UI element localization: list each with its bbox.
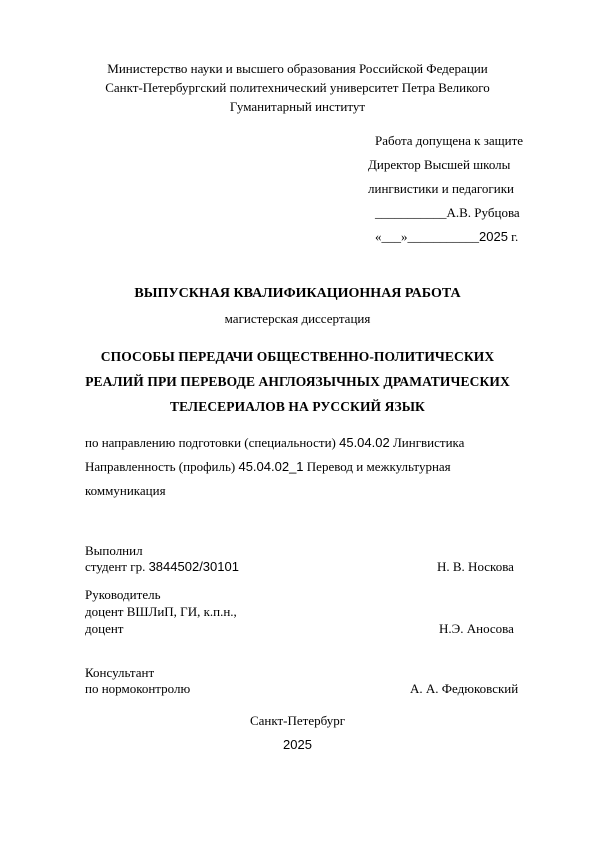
- profile-line2: коммуникация: [85, 483, 166, 498]
- university-line: Санкт-Петербургский политехнический университет Петра Великого: [105, 80, 490, 95]
- supervisor-name: Н.Э. Аносова: [439, 621, 514, 636]
- performer-name: Н. В. Носкова: [437, 559, 514, 574]
- profile-name: Перевод и межкультурная: [303, 459, 451, 474]
- approval-signature: [375, 205, 520, 221]
- thesis-title-line2: РЕАЛИЙ ПРИ ПЕРЕВОДЕ АНГЛОЯЗЫЧНЫХ ДРАМАТИЧЕСКИХ: [85, 374, 510, 389]
- thesis-title-line3: ТЕЛЕСЕРИАЛОВ НА РУССКИЙ ЯЗЫК: [170, 399, 425, 414]
- consultant-name: А. А. Федюковский: [410, 681, 519, 696]
- ministry-line: Министерство науки и высшего образования Российской Федерации: [107, 61, 488, 76]
- footer-year: 2025: [283, 737, 312, 752]
- date-month-blank: ___________: [407, 229, 479, 244]
- signature-blank: ___________: [375, 205, 447, 220]
- footer-city: Санкт-Петербург: [249, 713, 346, 728]
- direction-line: [85, 435, 464, 451]
- direction-prefix: по направлению подготовки (специальности): [85, 435, 340, 450]
- consultant-role: по нормоконтролю: [85, 681, 191, 696]
- profile-line: [85, 459, 451, 475]
- work-type: ВЫПУСКНАЯ КВАЛИФИКАЦИОННАЯ РАБОТА: [134, 286, 461, 301]
- institute-line: Гуманитарный институт: [229, 99, 366, 114]
- approval-year-unit: г.: [507, 229, 519, 244]
- consultant-label: Консультант: [85, 665, 155, 680]
- performer-group: 3844502/30101: [148, 559, 239, 574]
- performer-role: [85, 559, 239, 575]
- direction-name: Лингвистика: [389, 435, 465, 450]
- approval-director: Директор Высшей школы: [368, 157, 511, 172]
- direction-code: 45.04.02: [339, 435, 390, 450]
- profile-code: 45.04.02_1: [238, 459, 304, 474]
- date-open-quote: «: [375, 229, 382, 244]
- date-day-blank: ___: [381, 229, 401, 244]
- date-close-quote: »: [401, 229, 408, 244]
- supervisor-label: Руководитель: [85, 587, 161, 602]
- supervisor-title-line1: доцент ВШЛиП, ГИ, к.п.н.,: [85, 604, 237, 619]
- performer-role-prefix: студент гр.: [85, 559, 149, 574]
- approval-signer: А.В. Рубцова: [446, 205, 520, 220]
- approval-admitted: Работа допущена к защите: [375, 133, 524, 148]
- thesis-title-line1: СПОСОБЫ ПЕРЕДАЧИ ОБЩЕСТВЕННО-ПОЛИТИЧЕСКИХ: [100, 349, 495, 364]
- performer-label: Выполнил: [85, 543, 143, 558]
- supervisor-title-line2: доцент: [85, 621, 124, 636]
- work-subtype: магистерская диссертация: [224, 311, 371, 326]
- approval-school: лингвистики и педагогики: [368, 181, 514, 196]
- approval-date: [375, 229, 518, 245]
- approval-year: 2025: [479, 229, 508, 244]
- profile-prefix: Направленность (профиль): [85, 459, 239, 474]
